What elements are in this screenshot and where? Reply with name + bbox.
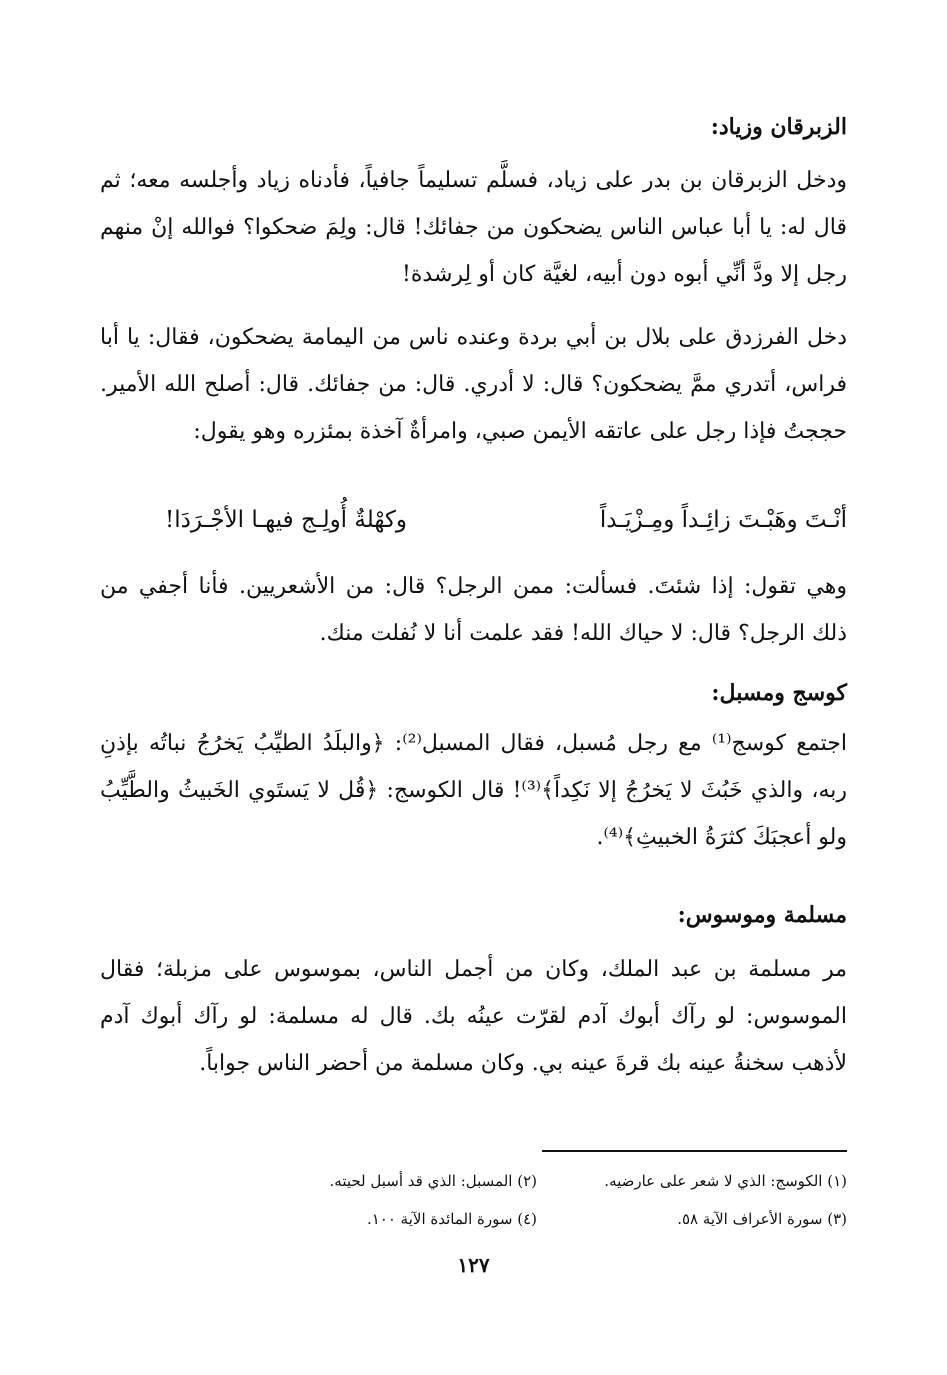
paragraph-farazdaq-closing: وهي تقول: إذا شئتَ. فسألت: ممن الرجل؟ قال: من الأشعريين. فأنا أجفي من ذلك الرجل؟ قال: لا حياك الله! فقد علمت أنا لا نُفلت منك. — [100, 574, 847, 646]
paragraph-farazdaq: دخل الفرزدق على بلال بن أبي بردة وعنده ناس من اليمامة يضحكون، فقال: يا أبا فراس، أتدري ممَّ يضحكون؟ قال: لا أدري. قال: من جفائك. قال: أصلح الله الأمير. حججتُ فإذا رجل على عاتقه الأيمن صبي، وامرأةٌ آخذة بمئزره وهو يقول: — [100, 325, 847, 444]
paragraph-kawsaj: اجتمع كوسج⁽¹⁾ مع رجل مُسبل، فقال المسبل⁽²⁾: ﴿والبلَدُ الطيِّبُ يَخرُجُ نباتُه بإذنِ ربه، والذي خَبُثَ لا يَخرُجُ إلا نَكِداً﴾⁽³⁾! قال الكوسج: ﴿قُل لا يَستَوي الخَبيثُ والطَّيِّبُ ولو أعجبَكَ كثرَةُ الخبيثِ﴾⁽⁴⁾. — [100, 731, 847, 850]
footnote-3: (٣) سورة الأعراف الآية ٥٨. — [677, 1210, 847, 1228]
verse-hemistich-second: وكهْلةٌ أُولِـج فيهـا الأجْـرَدَا! — [165, 507, 407, 533]
footnote-4: (٤) سورة المائدة الآية ١٠٠. — [366, 1210, 537, 1228]
footnote-divider — [542, 1150, 847, 1152]
page-number: ١٢٧ — [457, 1253, 490, 1277]
verse-hemistich-first: أنْـتَ وهَبْـتَ زائِـداً ومِـزْيَـداً — [599, 507, 847, 533]
poem-verse — [100, 497, 847, 544]
section-heading-maslama: مسلمة وموسوس: — [677, 902, 847, 928]
section-heading-zibriqan: الزبرقان وزياد: — [710, 114, 847, 140]
footnote-row — [100, 1168, 847, 1194]
footnote-2: (٢) المسبل: الذي قد أسبل لحيته. — [329, 1172, 537, 1190]
footnote-1: (١) الكوسج: الذي لا شعر على عارضيه. — [604, 1172, 847, 1190]
paragraph-zibriqan: ودخل الزبرقان بن بدر على زياد، فسلَّم تسليماً جافياً، فأدناه زياد وأجلسه معه؛ ثم قال له: يا أبا عباس الناس يضحكون من جفائك! قال: ولِمَ ضحكوا؟ فوالله إنْ منهم رجل إلا ودَّ أنِّي أبوه دون أبيه، لغيَّة كان أو لِرشدة! — [100, 168, 847, 287]
section-heading-kawsaj: كوسج ومسبل: — [711, 680, 847, 706]
paragraph-maslama: مر مسلمة بن عبد الملك، وكان من أجمل الناس، بموسوس على مزبلة؛ فقال الموسوس: لو رآك أبوك آدم لقرّت عينُه بك. قال له مسلمة: لو رآك أبوك آدم لأذهب سخنةُ عينه بك قرةَ عينه بي. وكان مسلمة من أحضر الناس جواباً. — [100, 957, 847, 1076]
footnote-row — [100, 1206, 847, 1232]
